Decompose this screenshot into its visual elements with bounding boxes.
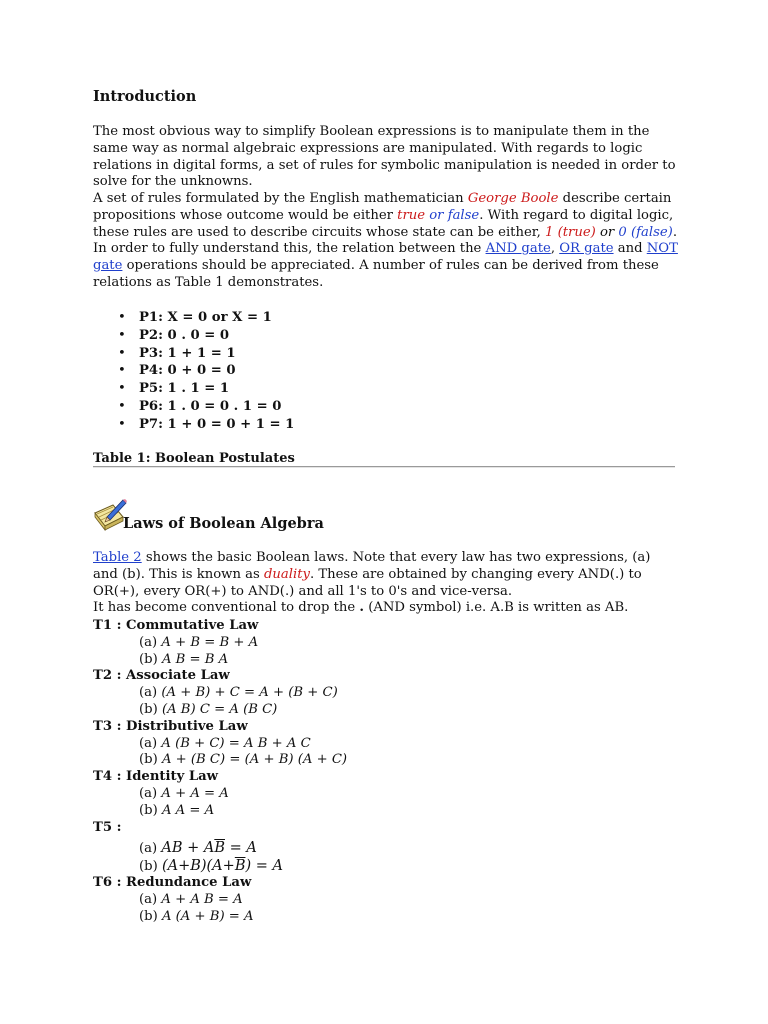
rule-t3-b <box>93 752 347 769</box>
rule-expression: A + (B C) = (A + B) (A + C) <box>161 752 348 768</box>
rule-label: (a) <box>139 785 162 801</box>
rule-expression: A + A = A <box>161 785 229 801</box>
notepad-pencil-icon <box>93 497 127 531</box>
expr-part: ) = A <box>245 858 283 875</box>
rule-title-t3: T3 : Distributive Law <box>93 718 248 734</box>
rule-label: (a) <box>139 735 162 751</box>
or-term-2: or <box>595 224 619 240</box>
and-gate-link[interactable]: AND gate <box>485 241 551 257</box>
rule-t5-b <box>93 858 347 875</box>
rule-label: (b) <box>139 651 162 667</box>
rule-t1-a <box>93 635 347 652</box>
rule-expression <box>162 858 283 874</box>
rule-label: (b) <box>139 752 162 768</box>
expr-part: (A+B)(A+ <box>161 858 235 875</box>
rule-expression: A B = B A <box>161 651 229 667</box>
postulate-list <box>93 309 294 434</box>
rule-expression: A + A B = A <box>161 892 243 908</box>
false-term: false <box>447 207 480 223</box>
rule-t6-b <box>93 909 347 926</box>
text-run: A set of rules formulated by the English mathematician <box>93 191 468 206</box>
list-item: • P7: 1 + 0 = 0 + 1 = 1 <box>139 416 294 434</box>
rule-expression: (A B) C = A (B C) <box>161 701 278 717</box>
rule-label: (b) <box>139 701 162 717</box>
list-item: • P1: X = 0 or X = 1 <box>139 309 294 327</box>
rule-label: (b) <box>139 859 162 875</box>
george-boole-name: George Boole <box>467 191 559 206</box>
text-run: It has become conventional to drop the <box>93 600 360 616</box>
negated-term: $\overline{B}$ <box>214 840 225 857</box>
or-term: or <box>425 207 448 223</box>
rule-label: (a) <box>139 841 162 857</box>
rule-expression: (A + B) + C = A + (B + C) <box>161 685 338 701</box>
rule-t3-a <box>93 736 347 753</box>
text-run: operations should be appreciated. A number of rules can be derived from these relations as Table 1 demonstrates. <box>93 258 659 290</box>
text-run: . With regard to digital logic, these rules are used to describe circuits whose state can be either, <box>93 207 674 240</box>
table-2-link[interactable]: Table 2 <box>93 550 142 565</box>
rule-title-t4: T4 : Identity Law <box>93 769 219 785</box>
laws-paragraph <box>93 550 678 617</box>
rule-t2-a <box>93 685 347 702</box>
rule-t5-a <box>93 839 347 858</box>
divider <box>93 466 675 468</box>
expr-part: = A <box>224 840 257 857</box>
text-run: describe certain propositions whose outcome would be either <box>93 191 672 223</box>
duality-term: duality <box>263 566 310 582</box>
rule-label: (b) <box>139 802 162 818</box>
or-gate-link[interactable]: OR gate <box>559 241 614 257</box>
rule-label: (a) <box>139 892 162 908</box>
rule-expression: A (A + B) = A <box>161 908 254 924</box>
rule-label: (a) <box>139 634 162 650</box>
rule-title-t1: T1 : Commutative Law <box>93 618 259 633</box>
rule-title-t5: T5 : <box>93 819 122 835</box>
rule-expression: A (B + C) = A B + A C <box>161 735 311 751</box>
rule-t1-b <box>93 652 347 669</box>
text-run: . In order to fully understand this, the relation between the <box>93 224 678 257</box>
intro-paragraph-1: The most obvious way to simplify Boolean expressions is to manipulate them in the same way as normal algebraic expressions are manipulated. With regards to logic relations in digital forms, a set of rules for symbolic manipulation is needed in order to solve for the unknowns. <box>93 124 676 190</box>
table-caption: Table 1: Boolean Postulates <box>93 451 295 466</box>
list-item: • P5: 1 . 1 = 1 <box>139 380 294 398</box>
and-symbol: . <box>359 600 365 616</box>
not-gate-link[interactable]: NOT gate <box>93 241 678 274</box>
zero-false-term: 0 (false) <box>618 224 673 240</box>
rule-t6-a <box>93 892 347 909</box>
list-item: • P2: 0 . 0 = 0 <box>139 327 294 345</box>
text-run: . These are obtained by changing every AND(.) to OR(+), every OR(+) to AND(.) and all 1's to 0's and vice-versa. <box>93 566 642 599</box>
rule-expression <box>161 840 256 856</box>
intro-paragraph-2 <box>93 191 678 292</box>
rule-t4-a <box>93 786 347 803</box>
list-item: • P4: 0 + 0 = 0 <box>139 362 294 380</box>
list-item: • P3: 1 + 1 = 1 <box>139 345 294 363</box>
rule-expression: A A = A <box>161 802 215 818</box>
rule-expression: A + B = B + A <box>161 634 259 650</box>
text-run: (AND symbol) i.e. A.B is written as AB. <box>364 600 629 616</box>
rule-t4-b <box>93 803 347 820</box>
rules-list <box>93 618 347 926</box>
rule-title-t6: T6 : Redundance Law <box>93 875 252 891</box>
rule-t2-b <box>93 702 347 719</box>
one-true-term: 1 (true) <box>545 224 596 240</box>
laws-heading: Laws of Boolean Algebra <box>123 515 324 532</box>
text-run: , <box>550 241 560 257</box>
text-run: shows the basic Boolean laws. Note that every law has two expressions, (a) and (b). This is known as <box>93 550 651 582</box>
rule-title-t2: T2 : Associate Law <box>93 668 230 684</box>
true-term: true <box>397 207 426 223</box>
text-run: and <box>613 241 647 257</box>
negated-term: $\overline{B}$ <box>234 858 246 875</box>
list-item: • P6: 1 . 0 = 0 . 1 = 0 <box>139 398 294 416</box>
rule-label: (b) <box>139 908 162 924</box>
expr-part: AB + A <box>161 840 215 857</box>
introduction-heading: Introduction <box>93 88 197 105</box>
rule-label: (a) <box>139 685 162 701</box>
